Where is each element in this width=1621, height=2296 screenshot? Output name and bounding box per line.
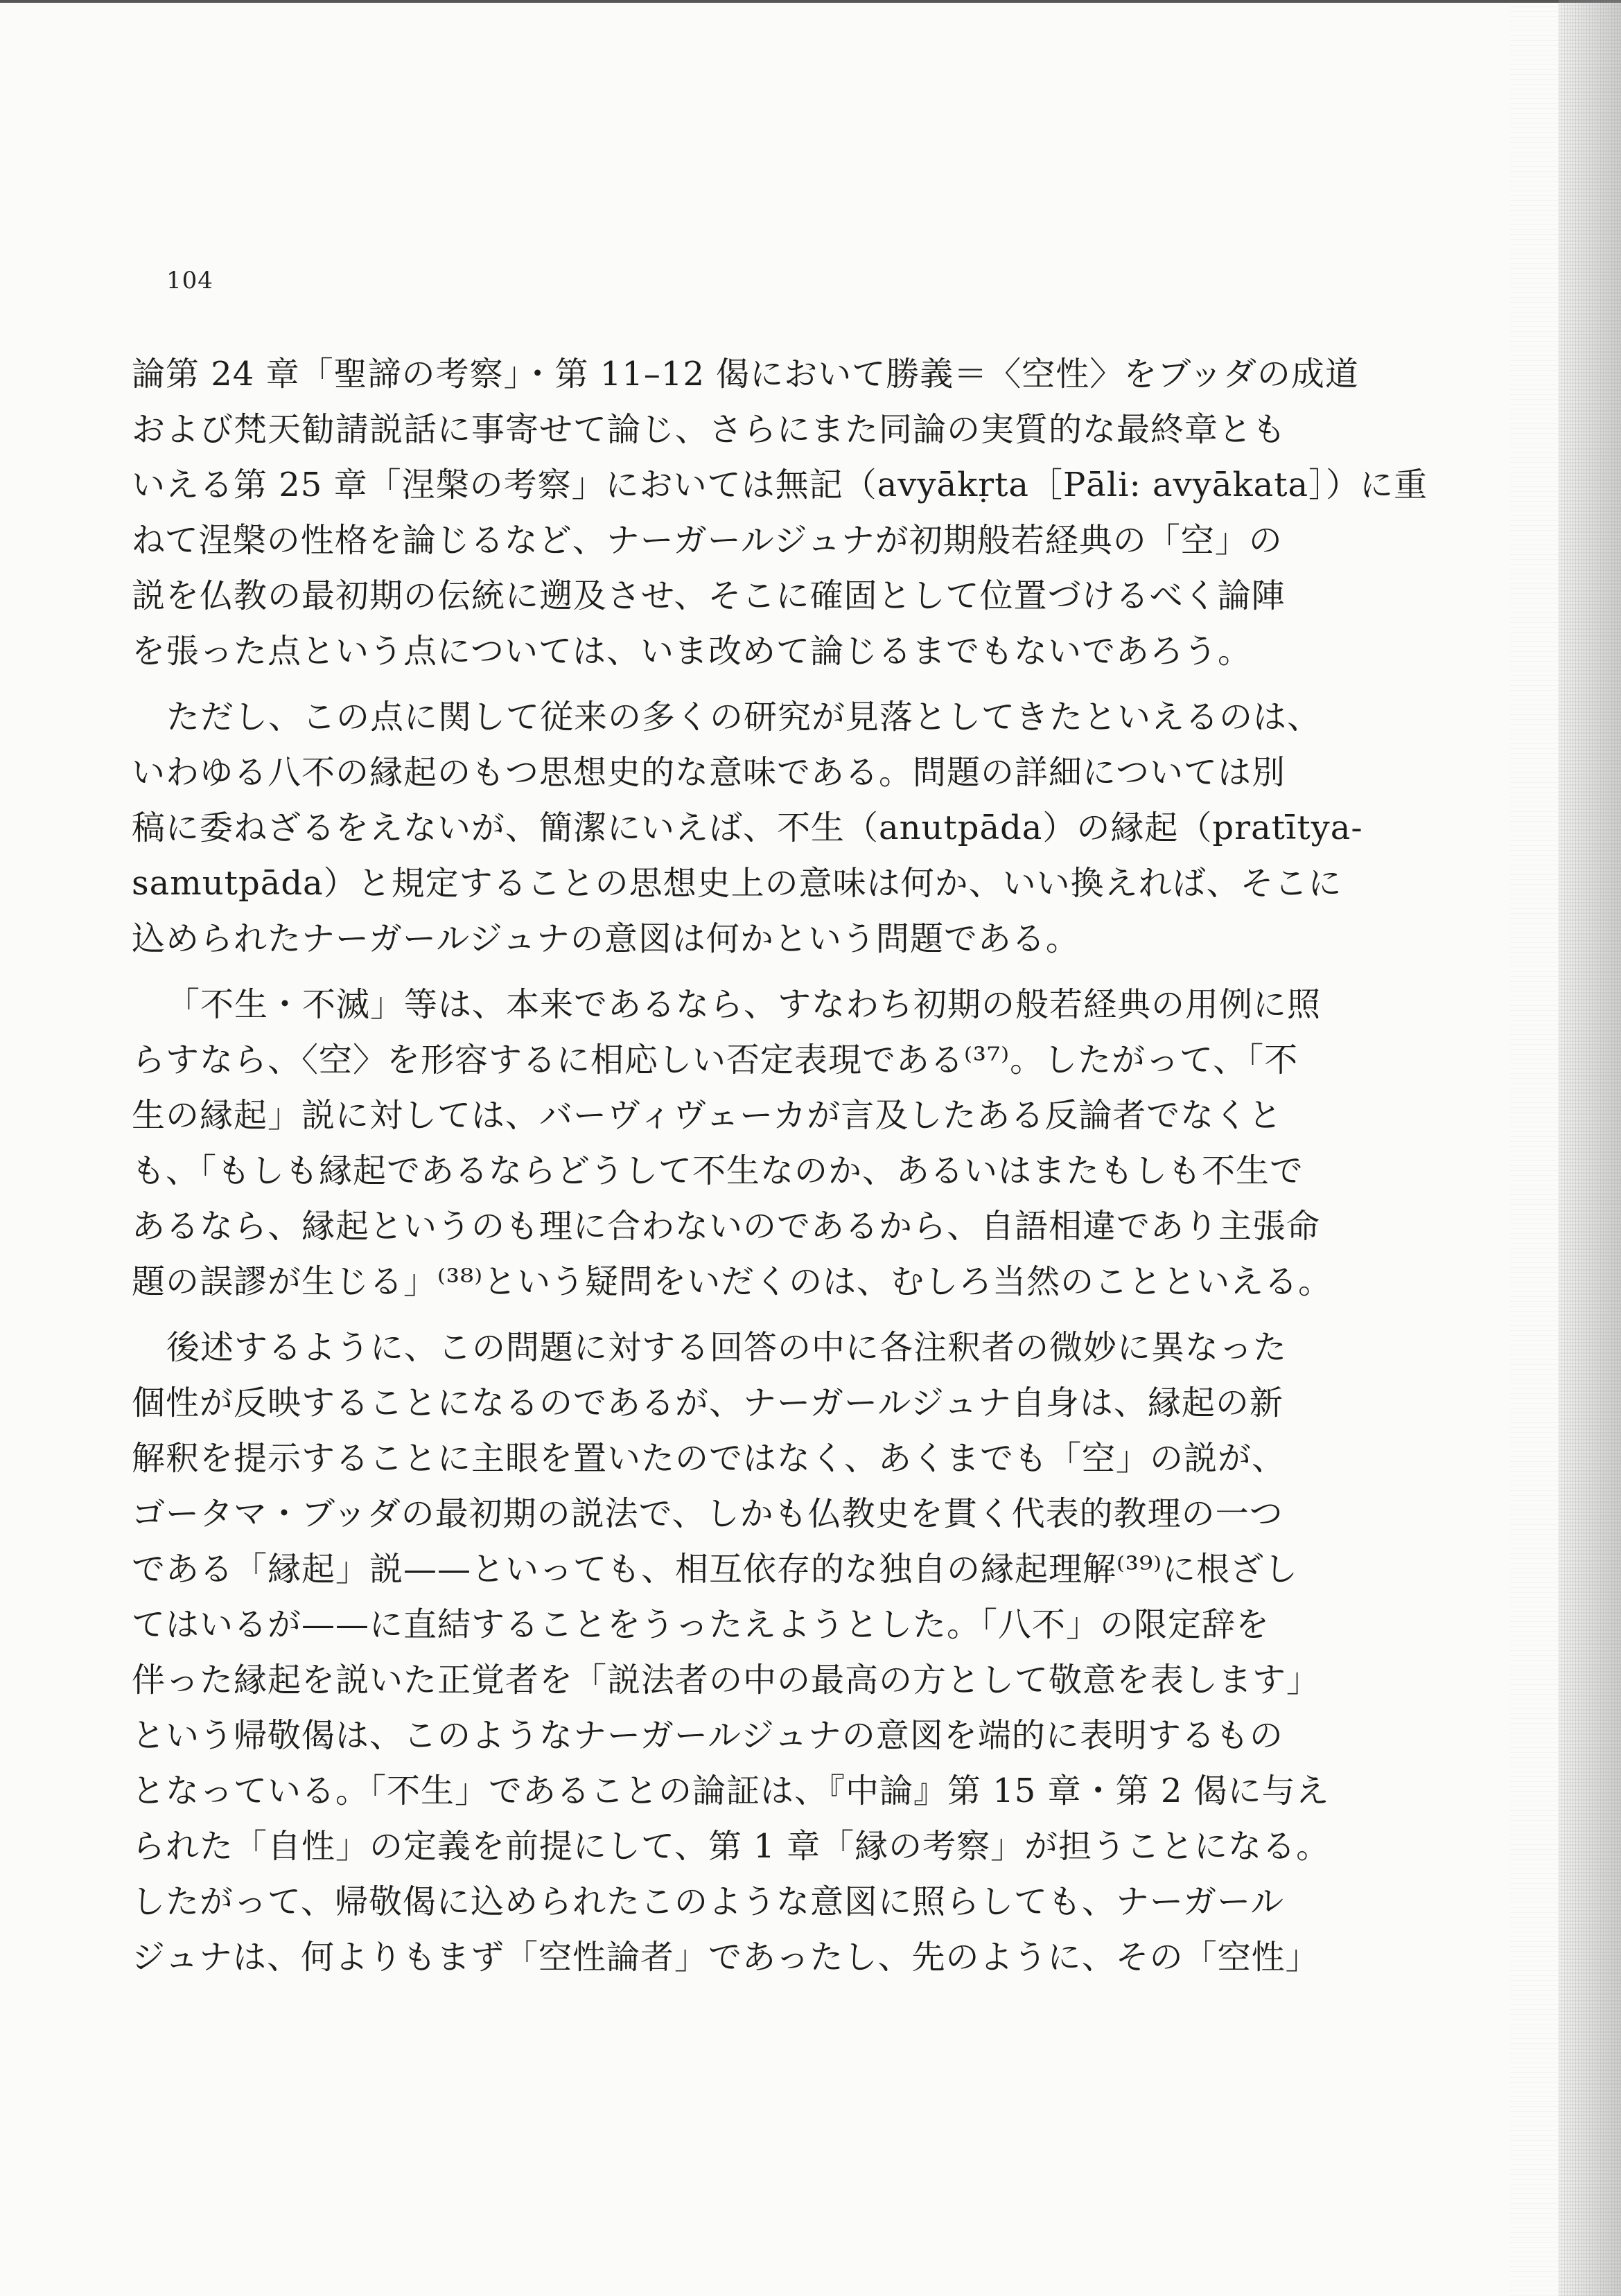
text-line: 論第 24 章「聖諦の考察」・第 11–12 偈において勝義＝〈空性〉をブッダの成道 <box>132 355 1359 394</box>
text-line: 伴った縁起を説いた正覚者を「説法者の中の最高の方として敬意を表します」 <box>132 1661 1321 1699</box>
text-line: 生の縁起」説に対しては、バーヴィヴェーカが言及したある反論者でなくと <box>132 1096 1283 1135</box>
text-line: 解釈を提示することに主眼を置いたのではなく、あくまでも「空」の説が、 <box>132 1439 1286 1478</box>
text-line: 題の誤謬が生じる」⁽³⁸⁾という疑問をいだくのは、むしろ当然のことといえる。 <box>132 1262 1333 1301</box>
scan-gutter-speckle <box>1510 0 1559 2296</box>
page-number: 104 <box>166 267 213 294</box>
text-line: 「不生・不滅」等は、本来であるなら、すなわち初期の般若経典の用例に照 <box>166 985 1322 1024</box>
text-line: いえる第 25 章「涅槃の考察」においては無記（avyākṛta［Pāli: avyākata］）に重 <box>132 466 1428 504</box>
text-line: となっている。「不生」であることの論証は、『中論』第 15 章・第 2 偈に与え <box>132 1772 1330 1810</box>
text-line: ねて涅槃の性格を論じるなど、ナーガールジュナが初期般若経典の「空」の <box>132 521 1283 560</box>
text-line: である「縁起」説——といっても、相互依存的な独自の縁起理解⁽³⁹⁾に根ざし <box>132 1550 1299 1589</box>
text-line: られた「自性」の定義を前提にして、第 1 章「縁の考察」が担うことになる。 <box>132 1827 1331 1866</box>
text-line: 個性が反映することになるのであるが、ナーガールジュナ自身は、縁起の新 <box>132 1384 1283 1422</box>
text-line: および梵天勧請説話に事寄せて論じ、さらにまた同論の実質的な最終章とも <box>132 410 1287 449</box>
text-line: という帰敬偈は、このようなナーガールジュナの意図を端的に表明するもの <box>132 1716 1283 1755</box>
text-line: も、「もしも縁起であるならどうして不生なのか、あるいはまたもしも不生で <box>132 1151 1304 1190</box>
text-line: したがって、帰敬偈に込められたこのような意図に照らしても、ナーガール <box>132 1882 1285 1921</box>
text-line: 込められたナーガールジュナの意図は何かという問題である。 <box>132 919 1080 958</box>
text-line: てはいるが——に直結することをうったえようとした。「八不」の限定辞を <box>132 1605 1270 1644</box>
text-line: いわゆる八不の縁起のもつ思想史的な意味である。問題の詳細については別 <box>132 753 1286 792</box>
text-line: あるなら、縁起というのも理に合わないのであるから、自語相違であり主張命 <box>132 1207 1321 1246</box>
scan-top-edge <box>0 0 1621 3</box>
text-line: samutpāda）と規定することの思想史上の意味は何か、いい換えれば、そこに <box>132 864 1342 903</box>
text-line: らすなら、〈空〉を形容するに相応しい否定表現である⁽³⁷⁾。したがって、「不 <box>132 1041 1299 1079</box>
scan-gutter-shadow <box>1559 0 1621 2296</box>
text-line: ただし、この点に関して従来の多くの研究が見落としてきたといえるのは、 <box>166 698 1322 736</box>
text-line: 後述するように、この問題に対する回答の中に各注釈者の微妙に異なった <box>166 1328 1288 1367</box>
text-line: 稿に委ねざるをえないが、簡潔にいえば、不生（anutpāda）の縁起（pratītya- <box>132 809 1363 847</box>
text-line: ジュナは、何よりもまず「空性論者」であったし、先のように、その「空性」 <box>132 1938 1320 1977</box>
text-line: を張った点という点については、いま改めて論じるまでもないであろう。 <box>132 632 1252 671</box>
text-line: ゴータマ・ブッダの最初期の説法で、しかも仏教史を貫く代表的教理の一つ <box>132 1494 1283 1533</box>
text-line: 説を仏教の最初期の伝統に遡及させ、そこに確固として位置づけるべく論陣 <box>132 576 1286 615</box>
body-text <box>132 346 1428 1985</box>
